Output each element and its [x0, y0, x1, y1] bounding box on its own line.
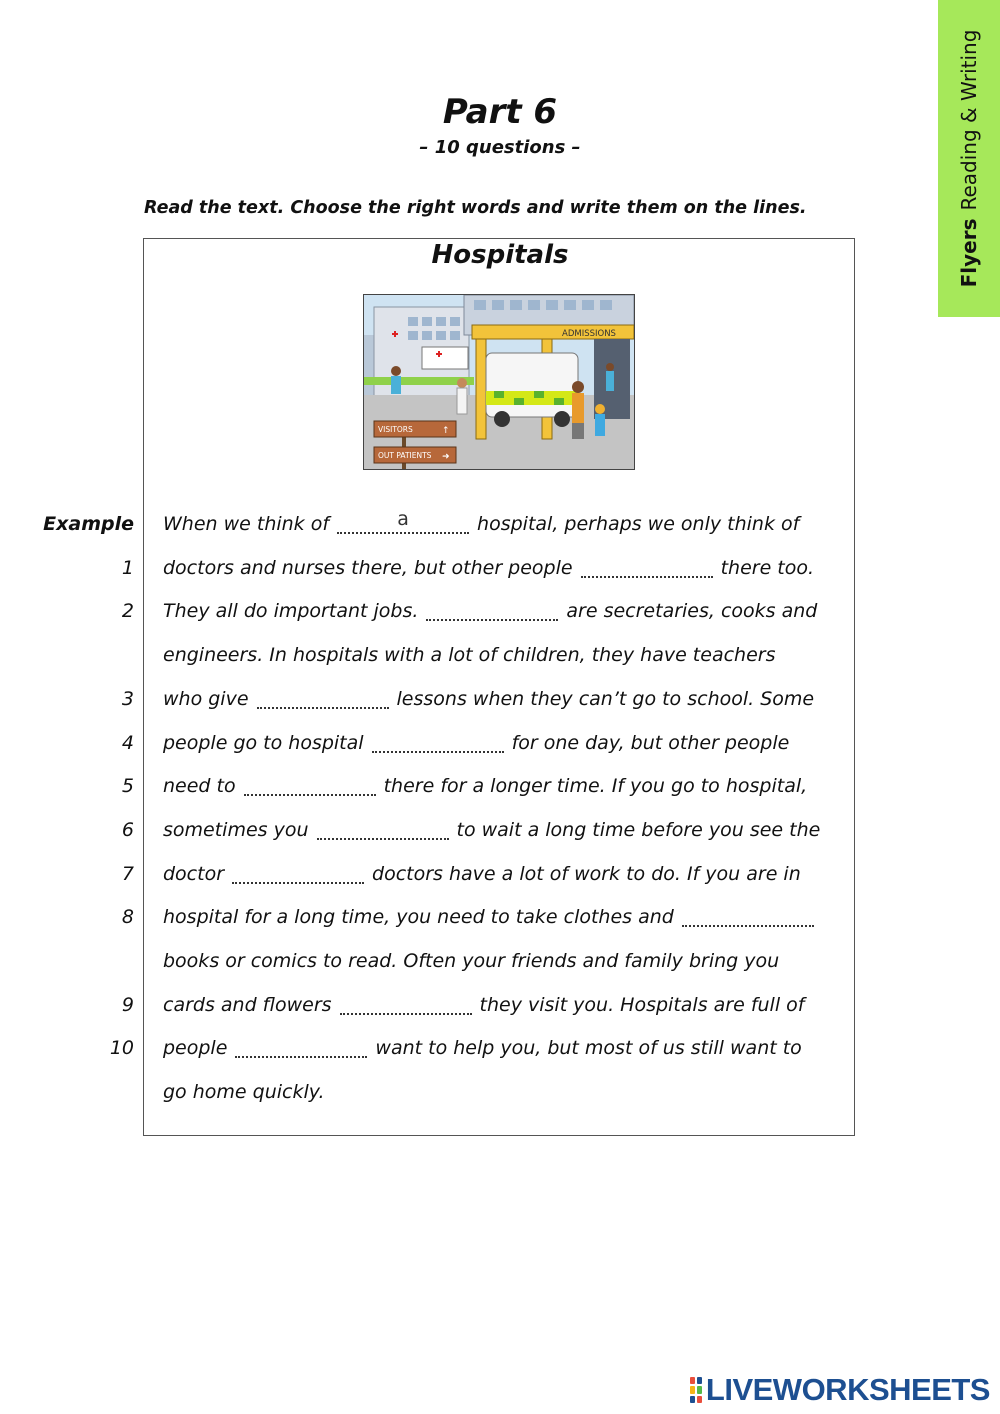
answer-blank-7[interactable]	[232, 864, 364, 884]
line-text-after: there for a longer time. If you go to hospital,	[383, 775, 808, 797]
answer-blank-5[interactable]	[244, 776, 376, 796]
question-number: 2	[121, 600, 134, 622]
answer-blank-9[interactable]	[340, 995, 472, 1015]
passage-line	[163, 600, 843, 622]
line-text-before: sometimes you	[163, 819, 309, 841]
passage-line	[163, 775, 843, 797]
instruction-text: Read the text. Choose the right words and write them on the lines.	[144, 198, 807, 218]
line-text-before: engineers. In hospitals with a lot of children, they have teachers	[163, 644, 776, 666]
line-text-after: are secretaries, cooks and	[566, 600, 818, 622]
passage-line	[163, 1081, 843, 1103]
question-number: 1	[121, 557, 134, 579]
passage-line	[163, 732, 843, 754]
answer-blank-2[interactable]	[426, 601, 558, 621]
line-text-after: want to help you, but most of us still want to	[375, 1037, 802, 1059]
example-label: Example	[43, 513, 134, 535]
svg-text:ADMISSIONS: ADMISSIONS	[562, 329, 616, 339]
text-title: Hospitals	[431, 240, 569, 270]
line-text-after: hospital, perhaps we only think of	[477, 513, 800, 535]
question-number: 7	[121, 863, 134, 885]
line-text-before: cards and flowers	[163, 994, 332, 1016]
answer-blank-3[interactable]	[257, 689, 389, 709]
line-text-before: doctors and nurses there, but other people	[163, 557, 573, 579]
line-text-after: doctors have a lot of work to do. If you are in	[372, 863, 801, 885]
line-text-before: people	[163, 1037, 228, 1059]
line-text-before: When we think of	[163, 513, 330, 535]
line-text-before: who give	[163, 688, 249, 710]
answer-text: a	[397, 508, 409, 530]
passage-line	[163, 557, 843, 579]
svg-text:↑: ↑	[442, 426, 450, 436]
page-title: Part 6	[442, 92, 558, 132]
example-answer-blank	[337, 508, 469, 534]
line-text-before: books or comics to read. Often your friends and family bring you	[163, 950, 780, 972]
line-text-after: to wait a long time before you see the	[456, 819, 821, 841]
side-tab-flyers: Flyers	[957, 218, 981, 288]
logo-mark-icon	[690, 1377, 702, 1403]
answer-blank-4[interactable]	[372, 733, 504, 753]
svg-text:OUT PATIENTS: OUT PATIENTS	[378, 451, 432, 460]
line-text-after: for one day, but other people	[511, 732, 790, 754]
passage-line	[163, 644, 843, 666]
passage-line	[163, 1037, 843, 1059]
line-text-before: go home quickly.	[163, 1081, 325, 1103]
svg-text:VISITORS: VISITORS	[378, 425, 413, 434]
answer-blank-6[interactable]	[317, 820, 449, 840]
answer-blank-10[interactable]	[235, 1038, 367, 1058]
passage-line	[163, 950, 843, 972]
line-text-after: they visit you. Hospitals are full of	[479, 994, 805, 1016]
line-text-before: people go to hospital	[163, 732, 364, 754]
side-tab-reading-writing: Reading & Writing	[957, 29, 981, 211]
line-text-before: They all do important jobs.	[163, 600, 419, 622]
passage-line	[163, 688, 843, 710]
line-text-before: hospital for a long time, you need to take clothes and	[163, 906, 674, 928]
answer-blank-1[interactable]	[581, 558, 713, 578]
passage-line	[163, 819, 843, 841]
line-text-after: lessons when they can’t go to school. Some	[396, 688, 815, 710]
question-number: 9	[121, 994, 134, 1016]
page-subtitle: – 10 questions –	[419, 137, 581, 158]
passage-line	[163, 994, 843, 1016]
passage-line	[163, 863, 843, 885]
passage-line	[163, 508, 843, 535]
question-number: 10	[109, 1037, 134, 1059]
line-text-before: need to	[163, 775, 236, 797]
question-number: 8	[121, 906, 134, 928]
line-text-after: there too.	[720, 557, 815, 579]
question-number: 5	[121, 775, 134, 797]
answer-blank-8[interactable]	[682, 907, 814, 927]
question-number: 3	[121, 688, 134, 710]
logo-text: LIVEWORKSHEETS	[705, 1372, 990, 1407]
hospital-illustration	[363, 294, 635, 470]
line-text-before: doctor	[163, 863, 225, 885]
question-number: 6	[121, 819, 134, 841]
svg-text:➜: ➜	[442, 452, 450, 462]
passage-line	[163, 906, 843, 928]
question-number: 4	[121, 732, 134, 754]
liveworksheets-logo	[690, 1372, 990, 1408]
